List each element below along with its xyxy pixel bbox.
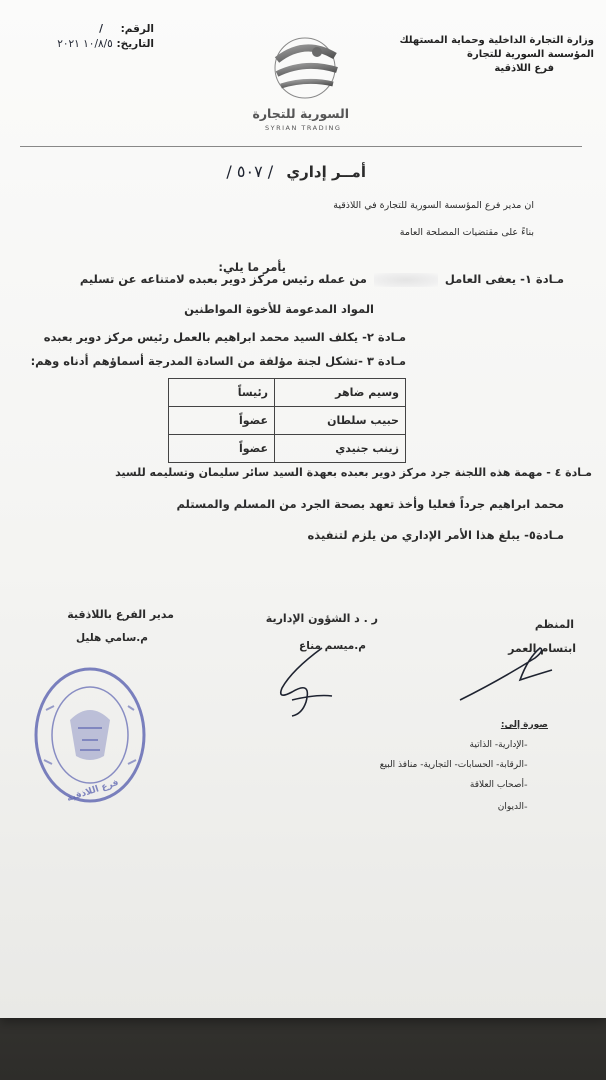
- order-title-text: أمــر إداري: [286, 163, 366, 181]
- ref-line: [34, 22, 154, 37]
- syrian-trading-logo: [252, 30, 355, 132]
- institution-name: المؤسسة السورية للتجارة: [467, 49, 594, 60]
- copies-bullet: -: [524, 760, 528, 771]
- admin-name: م.ميسم مناع: [299, 640, 366, 652]
- table-row: [169, 407, 406, 435]
- article-1-prefix: مـادة ١- يعفى العامل: [444, 272, 564, 286]
- stamp-text: فرع اللاذقية: [65, 777, 120, 805]
- member-role: رئيساً: [169, 379, 275, 407]
- date-value: ١٠/٨/٥ ٢٠٢١: [57, 38, 113, 50]
- article-1-line-1: [80, 272, 564, 287]
- organizer-title: المنظم: [534, 618, 574, 631]
- logo-sphere-icon: [255, 30, 355, 105]
- preamble-line-1: ان مدير فرع المؤسسة السورية للتجارة في اللاذقية: [333, 200, 534, 211]
- date-line: [34, 37, 154, 52]
- copies-item: الإدارية- الذاتية: [469, 740, 524, 750]
- copies-item: الديوان: [497, 802, 524, 812]
- copies-title: صورة إلى:: [500, 720, 548, 730]
- article-4-line-1: مـادة ٤ - مهمة هذه اللجنة جرد مركز دوير بعبده بعهدة السيد سائر سليمان وتسليمه للسيد: [115, 466, 592, 479]
- copies-item: أصحاب العلاقة: [469, 780, 524, 790]
- redacted-name: [374, 273, 438, 287]
- member-name: وسيم ضاهر: [275, 379, 406, 407]
- admin-title: ر . د الشؤون الإدارية: [265, 612, 378, 625]
- ref-label: الرقم:: [120, 23, 154, 35]
- order-title: [226, 162, 366, 181]
- table-row: [169, 379, 406, 407]
- ministry-name: وزارة التجارة الداخلية وحماية المستهلك: [399, 35, 594, 46]
- date-label: التاريخ:: [116, 38, 154, 50]
- article-4-line-2: محمد ابراهيم جرداً فعليا وأخذ تعهد بصحة الجرد من المسلم والمستلم: [176, 497, 564, 511]
- header-divider: [20, 146, 582, 147]
- logo-text-english: SYRIAN TRADING: [265, 124, 342, 132]
- director-name: م.سامي هليل: [76, 632, 148, 644]
- logo-text-arabic: السورية للتجارة: [252, 106, 349, 121]
- copies-item: الرقابة- الحسابات- التجارية- منافذ البيع: [379, 760, 524, 770]
- article-2: مـادة ٢- يكلف السيد محمد ابراهيم بالعمل رئيس مركز دوير بعبده: [43, 330, 406, 344]
- article-1-line-2: المواد المدعومة للأخوة المواطنين: [184, 302, 374, 316]
- member-name: زينب جنيدي: [275, 435, 406, 463]
- ref-value: /: [99, 23, 103, 35]
- article-1-suffix: من عمله رئيس مركز دوير بعبده لامتناعه عن تسليم: [79, 272, 367, 286]
- command-intro: يأمر ما يلي:: [218, 260, 286, 274]
- admin-signature: [262, 640, 352, 720]
- member-role: عضواً: [169, 407, 275, 435]
- organizer-signature: [440, 640, 560, 710]
- article-3: مـادة ٣ -تشكل لجنة مؤلفة من السادة المدرجة أسماؤهم أدناه وهم:: [30, 354, 406, 368]
- article-5: مـادة٥- يبلغ هذا الأمر الإداري من يلزم لتنفيذه: [307, 528, 564, 542]
- copies-bullet: -: [524, 802, 528, 813]
- order-number: / ٥٠٧ /: [226, 162, 274, 181]
- preamble-line-2: بناءً على مقتضيات المصلحة العامة: [399, 227, 534, 238]
- organizer-name: ابتسام العمر: [508, 642, 576, 655]
- branch-name: فرع اللاذقية: [494, 63, 554, 74]
- letterhead-reference: [34, 22, 154, 52]
- member-role: عضواً: [169, 435, 275, 463]
- director-title: مدير الفرع باللاذقية: [67, 608, 174, 621]
- copies-bullet: -: [524, 740, 528, 751]
- committee-table: [168, 378, 406, 463]
- copies-bullet: -: [524, 780, 528, 791]
- letterhead-ministry: [364, 34, 594, 76]
- table-row: [169, 435, 406, 463]
- member-name: حبيب سلطان: [275, 407, 406, 435]
